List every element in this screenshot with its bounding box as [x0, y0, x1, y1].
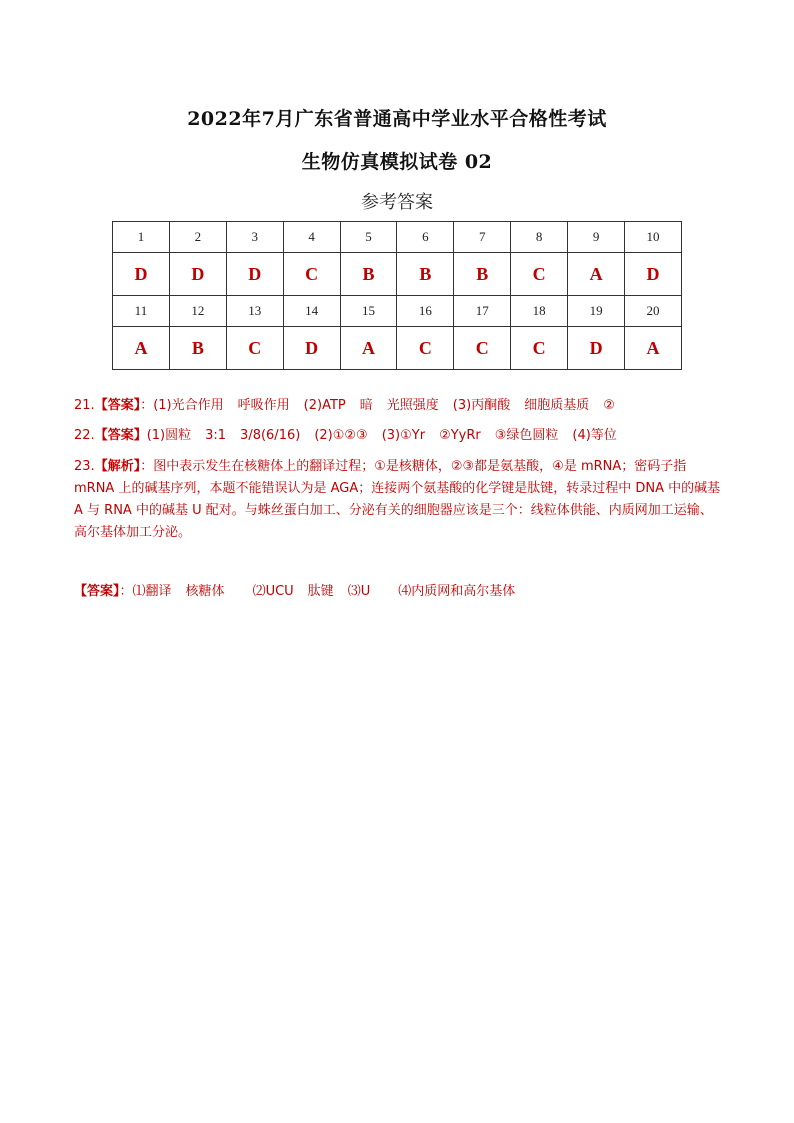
- answer-part: 核糖体: [185, 584, 225, 599]
- answer-letter: D: [568, 327, 625, 370]
- answer-letter: C: [283, 253, 340, 296]
- question-number: 19: [568, 296, 625, 327]
- answer-letter: B: [454, 253, 511, 296]
- answer-part: ⑵UCU: [252, 584, 294, 599]
- question-number: 17: [454, 296, 511, 327]
- explanation-tag: 【解析】: [94, 459, 141, 474]
- question-number: 20: [625, 296, 682, 327]
- exam-title: 2022年7月广东省普通高中学业水平合格性考试: [187, 108, 607, 130]
- answer-part: ⑷内质网和高尔基体: [398, 584, 516, 599]
- answer-23: [74, 583, 734, 601]
- question-number: 11: [113, 296, 170, 327]
- colon: ：: [140, 398, 154, 413]
- answer-part: (2)ATP: [303, 398, 346, 413]
- answer-part: 3:1: [205, 428, 227, 443]
- answer-letter: B: [169, 327, 226, 370]
- answer-part: 暗: [359, 398, 373, 413]
- answer-table-letter-row: [113, 253, 682, 296]
- question-number: 1: [113, 222, 170, 253]
- answer-part: (4)等位: [572, 428, 617, 443]
- answer-part: (3)丙酮酸: [452, 398, 511, 413]
- question-number: 16: [397, 296, 454, 327]
- question-number-22: 22.: [74, 428, 95, 443]
- question-number: 15: [340, 296, 397, 327]
- answer-part: 呼吸作用: [237, 398, 290, 413]
- question-number-21: 21.: [74, 398, 95, 413]
- question-number: 18: [511, 296, 568, 327]
- answer-letter: A: [340, 327, 397, 370]
- answer-letter: C: [397, 327, 454, 370]
- answer-table: [112, 221, 682, 370]
- answer-part: (2)①②③: [314, 428, 368, 443]
- question-number: 4: [283, 222, 340, 253]
- answer-letter: A: [113, 327, 170, 370]
- answer-21: [74, 397, 734, 415]
- answer-part: ⑶U: [347, 584, 371, 599]
- colon: ：: [119, 584, 133, 599]
- answer-letter: D: [169, 253, 226, 296]
- answer-part: (1)圆粒: [146, 428, 192, 443]
- question-number: 12: [169, 296, 226, 327]
- answer-tag: 【答案】: [94, 428, 147, 443]
- answer-table-number-row: [113, 222, 682, 253]
- answer-letter: D: [113, 253, 170, 296]
- answer-part: (1)光合作用: [153, 398, 224, 413]
- answer-key-heading: 参考答案: [361, 192, 433, 213]
- answer-letter: C: [511, 253, 568, 296]
- answer-tag: 【答案】: [94, 398, 141, 413]
- answer-part: ②: [603, 398, 615, 413]
- answer-table-number-row: [113, 296, 682, 327]
- question-number: 7: [454, 222, 511, 253]
- exam-subtitle: 生物仿真模拟试卷 02: [301, 151, 493, 173]
- answer-part: ②YyRr: [439, 428, 481, 443]
- answer-part: ⑴翻译: [132, 584, 172, 599]
- answer-tag: 【答案】: [74, 584, 120, 599]
- question-number: 10: [625, 222, 682, 253]
- answer-part: 细胞质基质: [524, 398, 590, 413]
- answer-letter: A: [625, 327, 682, 370]
- answer-table-letter-row: [113, 327, 682, 370]
- question-number: 3: [226, 222, 283, 253]
- answer-letter: B: [340, 253, 397, 296]
- question-number: 9: [568, 222, 625, 253]
- answer-letter: D: [226, 253, 283, 296]
- explanation-23: [74, 456, 724, 544]
- answer-letter: B: [397, 253, 454, 296]
- question-number: 5: [340, 222, 397, 253]
- question-number: 14: [283, 296, 340, 327]
- answer-letter: C: [454, 327, 511, 370]
- answer-part: 3/8(6/16): [240, 428, 301, 443]
- answer-part: ③绿色圆粒: [494, 428, 559, 443]
- question-number: 6: [397, 222, 454, 253]
- explanation-text: 图中表示发生在核糖体上的翻译过程；①是核糖体，②③都是氨基酸，④是 mRNA；密码子指 mRNA 上的碱基序列，本题不能错误认为是 AGA；连接两个氨基酸的化学键是肽键，转录过程中 DNA 中的碱基 A 与 RNA 中的碱基 U 配对。与蛛丝蛋白加工、分泌有关的细胞器应该是三个：线粒体供能、内质网加工运输、高尔基体加工分泌。: [74, 459, 721, 540]
- question-number: 2: [169, 222, 226, 253]
- answer-letter: C: [511, 327, 568, 370]
- answer-letter: D: [283, 327, 340, 370]
- question-number: 8: [511, 222, 568, 253]
- answer-letter: A: [568, 253, 625, 296]
- answer-letter: C: [226, 327, 283, 370]
- answer-letter: D: [625, 253, 682, 296]
- answer-part: 光照强度: [386, 398, 439, 413]
- answer-part: 肽键: [307, 584, 334, 599]
- colon: ：: [140, 459, 154, 474]
- question-number-23: 23.: [74, 459, 95, 474]
- answer-22: [74, 427, 734, 445]
- question-number: 13: [226, 296, 283, 327]
- answer-part: (3)①Yr: [381, 428, 426, 443]
